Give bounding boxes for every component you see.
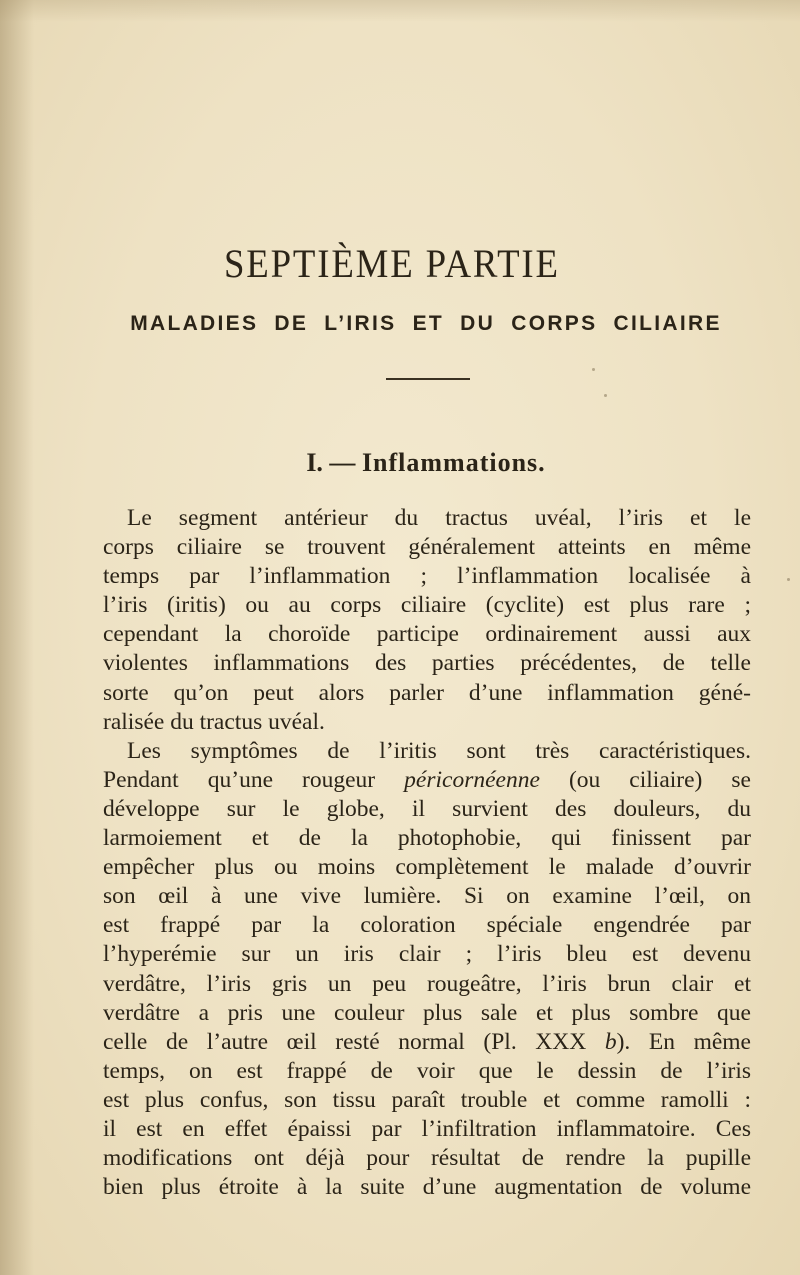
text-line: temps par l’inflammation ; l’inflammation localisée à (103, 563, 751, 590)
body-text (103, 504, 751, 1202)
text-line: modifications ont déjà pour résultat de rendre la pupille (103, 1145, 751, 1172)
text-line: verdâtre a pris une couleur plus sale et plus sombre que (103, 999, 751, 1026)
text-segment: Pendant qu’une rougeur (103, 766, 405, 793)
text-line: larmoiement et de la photophobie, qui finissent par (103, 825, 751, 852)
text-line: est plus confus, son tissu paraît trouble et comme ramolli : (103, 1086, 751, 1113)
italic-term: b (604, 1028, 617, 1055)
text-line: verdâtre, l’iris gris un peu rougeâtre, l’iris brun clair et (103, 970, 751, 997)
text-segment: ). En même (616, 1028, 751, 1055)
section-title: Inflammations. (361, 448, 546, 477)
text-line: sorte qu’on peut alors parler d’une inflammation géné- (103, 679, 751, 706)
part-title: SEPTIÈME PARTIE (223, 241, 560, 286)
page-gutter-shadow (0, 0, 34, 1275)
text-line: l’iris (iritis) ou au corps ciliaire (cyclite) est plus rare ; (103, 592, 751, 619)
text-line: Les symptômes de l’iritis sont très caractéristiques. (127, 737, 751, 764)
text-line: bien plus étroite à la suite d’une augmentation de volume (103, 1174, 751, 1201)
text-line: violentes inflammations des parties précédentes, de telle (103, 650, 751, 677)
ink-speck (787, 578, 790, 581)
section-number: I. — (306, 448, 356, 477)
text-line: ralisée du tractus uvéal. (103, 708, 325, 735)
text-segment: (ou ciliaire) se (539, 766, 751, 793)
text-line: empêcher plus ou moins complètement le malade d’ouvrir (103, 854, 751, 881)
text-line: est frappé par la coloration spéciale engendrée par (103, 912, 751, 939)
ink-speck (592, 368, 595, 371)
text-line (103, 766, 751, 795)
text-line: temps, on est frappé de voir que le dessin de l’iris (103, 1057, 751, 1084)
text-segment: celle de l’autre œil resté normal (Pl. XXX (103, 1028, 605, 1055)
title-divider-rule (386, 378, 470, 380)
text-line: son œil à une vive lumière. Si on examine l’œil, on (103, 883, 751, 910)
page-top-shadow (0, 0, 800, 22)
text-line: cependant la choroïde participe ordinairement aussi aux (103, 621, 751, 648)
text-line: Le segment antérieur du tractus uvéal, l’iris et le (127, 505, 751, 531)
text-line: développe sur le globe, il survient des douleurs, du (103, 795, 751, 822)
ink-speck (604, 394, 607, 397)
text-line: corps ciliaire se trouvent généralement atteints en même (103, 534, 751, 561)
text-line: l’hyperémie sur un iris clair ; l’iris bleu est devenu (103, 941, 751, 968)
part-subtitle: MALADIES DE L’IRIS ET DU CORPS CILIAIRE (130, 312, 722, 335)
text-line (103, 1028, 751, 1057)
italic-term: péricornéenne (404, 766, 540, 793)
section-heading (0, 448, 800, 478)
text-line: il est en effet épaissi par l’infiltration inflammatoire. Ces (103, 1115, 751, 1142)
